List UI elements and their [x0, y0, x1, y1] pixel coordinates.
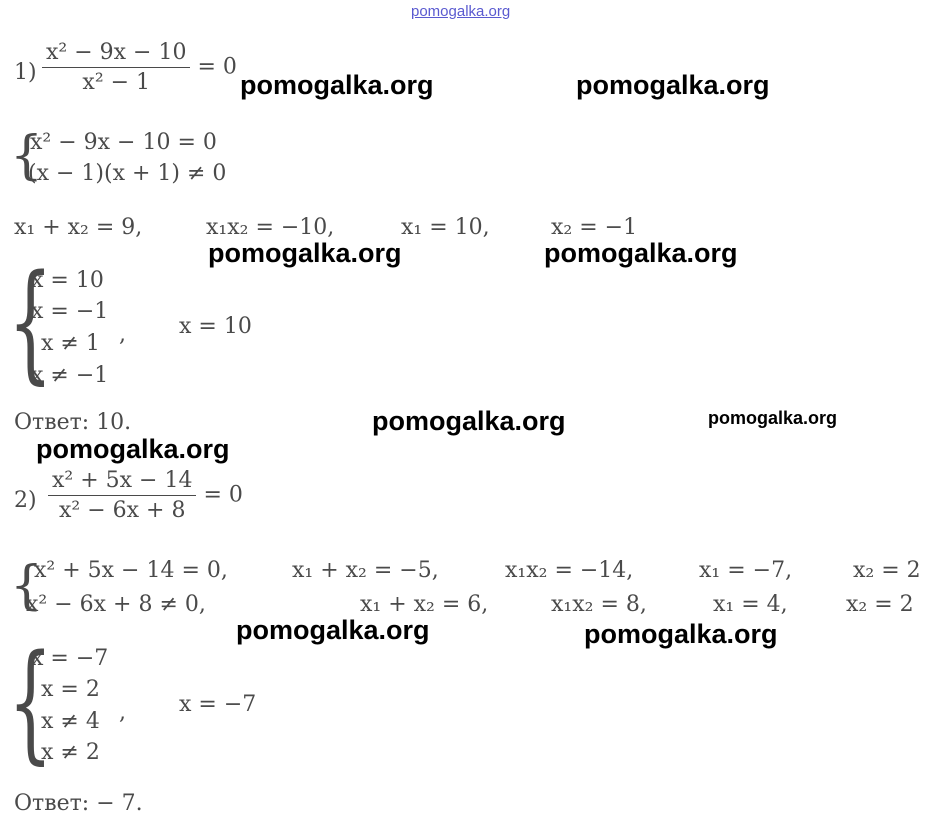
fraction-denominator: x² − 1 [82, 70, 151, 95]
root-2: x₂ = −1 [551, 215, 638, 240]
system-row-1-sum: x₁ + x₂ = −5, [292, 558, 439, 583]
fraction-denominator: x² − 6x + 8 [59, 498, 186, 523]
watermark: pomogalka.org [240, 70, 434, 100]
condition-2: x = 2 [41, 677, 100, 702]
system-row-2-root-1: x₁ = 4, [713, 592, 788, 617]
watermark: pomogalka.org [236, 615, 430, 645]
system-eq-2: (x − 1)(x + 1) ≠ 0 [28, 161, 227, 186]
conditions-brace: { [8, 628, 53, 777]
condition-4: x ≠ 2 [41, 740, 100, 765]
system-row-2-sum: x₁ + x₂ = 6, [360, 592, 489, 617]
condition-3: x ≠ 1 [41, 331, 100, 356]
equals-zero: = 0 [203, 482, 243, 508]
system-eq-1: x² − 9x − 10 = 0 [30, 130, 217, 155]
system-row-1-root-1: x₁ = −7, [699, 558, 793, 583]
problem-1-label: 1) [14, 60, 37, 85]
problem-2-fraction [48, 468, 243, 523]
condition-1: x = 10 [31, 268, 104, 293]
answer: Ответ: − 7. [14, 791, 143, 816]
system-row-1-product: x₁x₂ = −14, [505, 558, 634, 583]
watermark: pomogalka.org [544, 238, 738, 268]
watermark: pomogalka.org [708, 408, 838, 428]
conditions-comma: , [119, 700, 126, 725]
conditions-brace: { [8, 248, 53, 397]
problem-2-label: 2) [14, 488, 37, 513]
answer: Ответ: 10. [14, 410, 132, 435]
problem-1-fraction [42, 40, 237, 95]
system-brace: { [10, 126, 44, 186]
result: x = 10 [179, 314, 252, 339]
system-row-2-product: x₁x₂ = 8, [551, 592, 647, 617]
watermark: pomogalka.org [372, 406, 566, 436]
condition-4: x ≠ −1 [31, 363, 109, 388]
condition-3: x ≠ 4 [41, 709, 100, 734]
vieta-sum: x₁ + x₂ = 9, [14, 215, 143, 240]
system-row-2-eq: x² − 6x + 8 ≠ 0, [26, 592, 206, 617]
equals-zero: = 0 [197, 54, 237, 80]
watermark: pomogalka.org [36, 434, 230, 464]
root-1: x₁ = 10, [401, 215, 490, 240]
watermark: pomogalka.org [584, 619, 778, 649]
condition-1: x = −7 [31, 646, 109, 671]
system-row-1-eq: x² + 5x − 14 = 0, [34, 558, 228, 583]
vieta-product: x₁x₂ = −10, [206, 215, 335, 240]
fraction-numerator: x² + 5x − 14 [48, 468, 196, 496]
top-watermark-link[interactable]: pomogalka.org [411, 3, 511, 20]
system-row-1-root-2: x₂ = 2 [853, 558, 921, 583]
system-brace: { [10, 556, 44, 616]
watermark: pomogalka.org [208, 238, 402, 268]
system-row-2-root-2: x₂ = 2 [846, 592, 914, 617]
condition-2: x = −1 [31, 299, 109, 324]
conditions-comma: , [119, 322, 126, 347]
watermark: pomogalka.org [576, 70, 770, 100]
fraction-numerator: x² − 9x − 10 [42, 40, 190, 68]
result: x = −7 [179, 692, 257, 717]
